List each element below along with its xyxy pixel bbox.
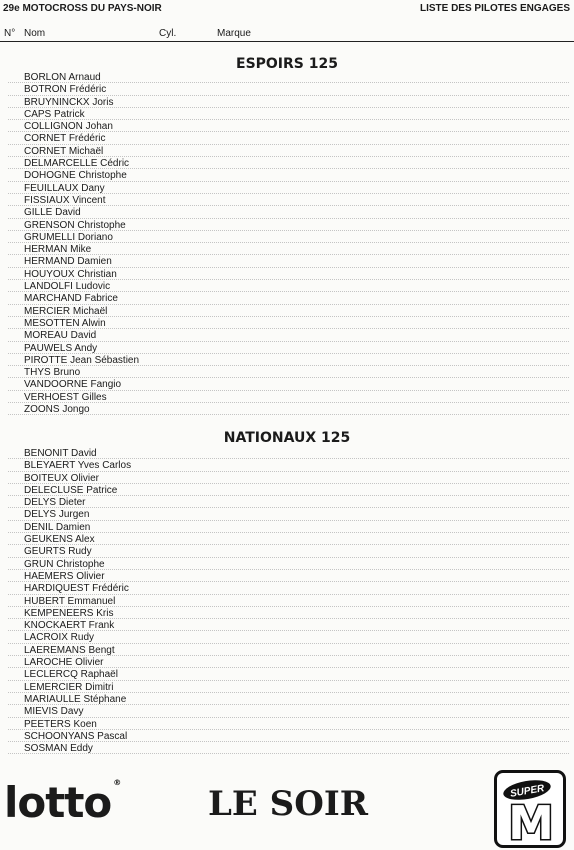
column-header-cylinder: Cyl. bbox=[159, 28, 177, 39]
rider-row bbox=[0, 97, 574, 109]
rider-row bbox=[0, 657, 574, 669]
rider-row bbox=[0, 133, 574, 145]
rider-row bbox=[0, 571, 574, 583]
rider-row bbox=[0, 596, 574, 608]
rider-name: BORLON Arnaud bbox=[24, 72, 101, 83]
rider-name: KEMPENEERS Kris bbox=[24, 607, 114, 619]
rider-row bbox=[0, 244, 574, 256]
rider-row bbox=[0, 183, 574, 195]
rider-row bbox=[0, 306, 574, 318]
rider-row bbox=[0, 559, 574, 571]
rider-row bbox=[0, 534, 574, 546]
rider-row bbox=[0, 546, 574, 558]
dotted-leader bbox=[8, 532, 569, 533]
rider-row bbox=[0, 281, 574, 293]
rider-name: ZOONS Jongo bbox=[24, 404, 90, 416]
dotted-leader bbox=[8, 254, 569, 255]
rider-row bbox=[0, 583, 574, 595]
rider-name: LANDOLFI Ludovic bbox=[24, 281, 111, 293]
rider-name: MARCHAND Fabrice bbox=[24, 293, 118, 305]
rider-name: CORNET Frédéric bbox=[24, 133, 106, 145]
le-soir-logo: LE SOIR bbox=[208, 784, 368, 824]
rider-name: THYS Bruno bbox=[24, 367, 81, 379]
rider-row bbox=[0, 608, 574, 620]
rider-name: FEUILLAUX Dany bbox=[24, 182, 105, 194]
dotted-leader bbox=[8, 520, 569, 521]
rider-name: BRUYNINCKX Joris bbox=[24, 96, 114, 108]
rider-name: HERMAN Mike bbox=[24, 244, 92, 256]
rider-row bbox=[0, 72, 574, 84]
rider-name: DELMARCELLE Cédric bbox=[24, 158, 130, 170]
rider-name: LEMERCIER Dimitri bbox=[24, 681, 114, 693]
rider-row bbox=[0, 109, 574, 121]
rider-name: CAPS Patrick bbox=[24, 108, 85, 120]
rider-name: HAEMERS Olivier bbox=[24, 570, 105, 582]
dotted-leader bbox=[8, 414, 569, 415]
rider-name: BLEYAERT Yves Carlos bbox=[24, 460, 132, 472]
rider-row bbox=[0, 645, 574, 657]
rider-row bbox=[0, 448, 574, 460]
rider-row bbox=[0, 207, 574, 219]
rider-row bbox=[0, 158, 574, 170]
column-header-name: Nom bbox=[24, 28, 46, 39]
rider-row bbox=[0, 269, 574, 281]
rider-row bbox=[0, 404, 574, 416]
rider-row bbox=[0, 367, 574, 379]
sponsor-footer bbox=[0, 770, 574, 850]
rider-name: SOSMAN Eddy bbox=[24, 743, 93, 755]
rider-name: SCHOONYANS Pascal bbox=[24, 730, 128, 742]
rider-row bbox=[0, 121, 574, 133]
rider-name: HERMAND Damien bbox=[24, 256, 112, 268]
rider-row bbox=[0, 743, 574, 755]
rider-name: GEURTS Rudy bbox=[24, 546, 92, 558]
list-title: LISTE DES PILOTES ENGAGES bbox=[419, 3, 570, 14]
registered-mark: ® bbox=[113, 778, 121, 787]
super-m-super-text: SUPER bbox=[509, 783, 546, 800]
rider-row bbox=[0, 682, 574, 694]
section-title-espoirs: ESPOIRS 125 bbox=[236, 56, 338, 72]
event-title: 29e MOTOCROSS DU PAYS-NOIR bbox=[3, 3, 162, 14]
rider-row bbox=[0, 731, 574, 743]
super-m-emblem bbox=[497, 773, 563, 845]
rider-row bbox=[0, 392, 574, 404]
rider-row bbox=[0, 355, 574, 367]
rider-row bbox=[0, 669, 574, 681]
rider-row bbox=[0, 509, 574, 521]
rider-name: DENIL Damien bbox=[24, 521, 91, 533]
rider-row bbox=[0, 170, 574, 182]
rider-row bbox=[0, 719, 574, 731]
rider-name: CORNET Michaël bbox=[24, 145, 104, 157]
rider-name: GILLE David bbox=[24, 207, 81, 219]
rider-row bbox=[0, 632, 574, 644]
dotted-leader bbox=[8, 717, 569, 718]
dotted-leader bbox=[8, 507, 569, 508]
rider-name: DELECLUSE Patrice bbox=[24, 484, 118, 496]
rider-name: HUBERT Emmanuel bbox=[24, 595, 116, 607]
rider-row bbox=[0, 620, 574, 632]
rider-row bbox=[0, 706, 574, 718]
rider-name: BOITEUX Olivier bbox=[24, 472, 100, 484]
dotted-leader bbox=[8, 557, 569, 558]
rider-row bbox=[0, 220, 574, 232]
rider-name: LAROCHE Olivier bbox=[24, 657, 104, 669]
super-m-logo bbox=[494, 770, 566, 848]
rider-row bbox=[0, 379, 574, 391]
rider-row bbox=[0, 318, 574, 330]
lotto-logo bbox=[4, 778, 120, 827]
rider-name: FISSIAUX Vincent bbox=[24, 194, 106, 206]
rider-row bbox=[0, 195, 574, 207]
rider-name: LECLERCQ Raphaël bbox=[24, 669, 118, 681]
dotted-leader bbox=[8, 218, 569, 219]
column-header-brand: Marque bbox=[217, 28, 251, 39]
dotted-leader bbox=[8, 119, 569, 120]
lotto-logo-text: lotto bbox=[4, 778, 112, 827]
rider-row bbox=[0, 460, 574, 472]
rider-name: GRUMELLI Doriano bbox=[24, 231, 113, 243]
rider-list-nationaux bbox=[0, 448, 574, 755]
rider-name: VERHOEST Gilles bbox=[24, 391, 107, 403]
rider-name: PAUWELS Andy bbox=[24, 342, 98, 354]
rider-list-espoirs bbox=[0, 72, 574, 416]
rider-name: GRUN Christophe bbox=[24, 558, 105, 570]
rider-name: DELYS Dieter bbox=[24, 497, 86, 509]
rider-row bbox=[0, 473, 574, 485]
section-title-nationaux: NATIONAUX 125 bbox=[223, 430, 351, 446]
rider-row bbox=[0, 522, 574, 534]
rider-row bbox=[0, 293, 574, 305]
rider-name: LAEREMANS Bengt bbox=[24, 644, 115, 656]
rider-name: GRENSON Christophe bbox=[24, 219, 126, 231]
rider-name: COLLIGNON Johan bbox=[24, 121, 113, 133]
rider-row bbox=[0, 694, 574, 706]
rider-name: GEUKENS Alex bbox=[24, 534, 95, 546]
dotted-leader bbox=[8, 377, 569, 378]
rider-row bbox=[0, 485, 574, 497]
rider-name: HOUYOUX Christian bbox=[24, 268, 117, 280]
rider-name: BENONIT David bbox=[24, 448, 97, 459]
rider-name: MERCIER Michaël bbox=[24, 305, 108, 317]
rider-row bbox=[0, 84, 574, 96]
rider-name: BOTRON Frédéric bbox=[24, 84, 107, 96]
rider-name: LACROIX Rudy bbox=[24, 632, 95, 644]
rider-name: KNOCKAERT Frank bbox=[24, 620, 115, 632]
rider-name: MESOTTEN Alwin bbox=[24, 317, 106, 329]
rider-row bbox=[0, 497, 574, 509]
rider-name: MARIAULLE Stéphane bbox=[24, 693, 127, 705]
column-header-number: N° bbox=[4, 28, 16, 39]
rider-name: MOREAU David bbox=[24, 330, 97, 342]
rider-row bbox=[0, 232, 574, 244]
header-rule bbox=[0, 41, 574, 42]
rider-name: PEETERS Koen bbox=[24, 718, 97, 730]
rider-row bbox=[0, 343, 574, 355]
rider-name: DOHOGNE Christophe bbox=[24, 170, 127, 182]
rider-name: PIROTTE Jean Sébastien bbox=[24, 354, 140, 366]
rider-name: HARDIQUEST Frédéric bbox=[24, 583, 129, 595]
rider-row bbox=[0, 146, 574, 158]
rider-name: DELYS Jurgen bbox=[24, 509, 90, 521]
rider-row bbox=[0, 256, 574, 268]
rider-name: VANDOORNE Fangio bbox=[24, 379, 122, 391]
rider-row bbox=[0, 330, 574, 342]
rider-name: MIEVIS Davy bbox=[24, 706, 84, 718]
super-m-letter: M bbox=[508, 796, 554, 845]
